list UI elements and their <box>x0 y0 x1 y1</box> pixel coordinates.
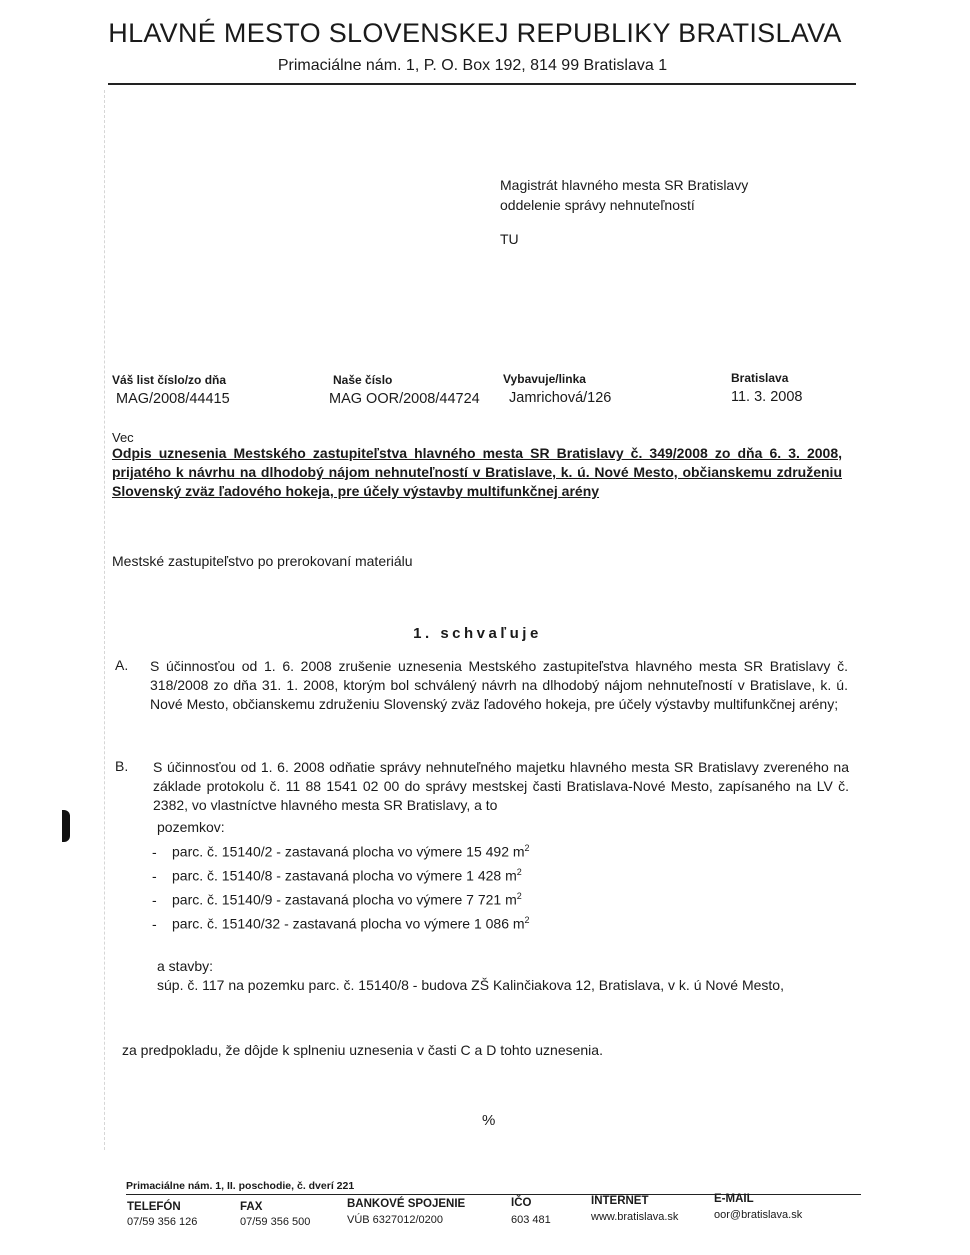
recipient-block <box>500 175 748 215</box>
bullet: - <box>152 891 157 908</box>
footer-fax-label: FAX <box>240 1201 263 1213</box>
bullet: - <box>152 867 157 884</box>
header-divider <box>108 83 856 85</box>
parcel-text: parc. č. 15140/2 - zastavaná plocha vo výmere 15 492 m <box>172 843 525 860</box>
continuation-mark: % <box>482 1112 496 1129</box>
item-b-text: S účinnosťou od 1. 6. 2008 odňatie správy nehnuteľného majetku hlavného mesta SR Bratislavy zvereného na základe protokolu č. 11 88 1541 02 00 do správy mestskej časti Bratislava-Nové Mesto, zapísaného na LV č. 2382, vo vlastníctve hlavného mesta SR Bratislavy, a to <box>153 759 849 813</box>
your-ref-value: MAG/2008/44415 <box>116 391 230 407</box>
item-b-label: B. <box>115 758 129 774</box>
section-heading: 1. schvaľuje <box>413 625 542 642</box>
area-unit-exponent: 2 <box>516 867 522 877</box>
our-ref-value: MAG OOR/2008/44724 <box>329 391 480 407</box>
footer-internet-label: INTERNET <box>591 1195 649 1207</box>
parcel-item <box>152 843 530 867</box>
pozemkov-label: pozemkov: <box>157 819 225 835</box>
parcel-item <box>152 867 530 891</box>
letterhead-address: Primaciálne nám. 1, P. O. Box 192, 814 99 Bratislava 1 <box>277 57 668 74</box>
footer-email-label: E-MAIL <box>714 1193 754 1205</box>
footer-fax-value: 07/59 356 500 <box>240 1216 311 1228</box>
footer-bank-label: BANKOVÉ SPOJENIE <box>347 1198 466 1210</box>
handler-value: Jamrichová/126 <box>509 390 612 406</box>
parcel-text: parc. č. 15140/32 - zastavaná plocha vo výmere 1 086 m <box>172 915 525 932</box>
letterhead-title: HLAVNÉ MESTO SLOVENSKEJ REPUBLIKY BRATISLAVA <box>108 18 842 48</box>
recipient-location: TU <box>500 231 519 247</box>
area-unit-exponent: 2 <box>516 891 522 901</box>
bullet: - <box>152 843 157 860</box>
footer-ico-label: IČO <box>511 1197 532 1209</box>
handler-label: Vybavuje/linka <box>503 372 586 386</box>
margin-mark <box>62 810 70 842</box>
area-unit-exponent: 2 <box>524 843 530 853</box>
subject-label: Vec <box>112 430 134 445</box>
parcel-item <box>152 915 530 939</box>
recipient-line-1: Magistrát hlavného mesta SR Bratislavy <box>500 177 749 193</box>
place-label: Bratislava <box>731 371 789 385</box>
bullet: - <box>152 915 157 932</box>
item-a-label: A. <box>115 657 129 673</box>
parcel-item <box>152 891 530 915</box>
parcel-text: parc. č. 15140/8 - zastavaná plocha vo výmere 1 428 m <box>172 867 517 884</box>
parcel-list <box>152 843 530 939</box>
condition-text: za predpokladu, že dôjde k splneniu uznesenia v časti C a D tohto uznesenia. <box>122 1042 603 1058</box>
subject-text: Odpis uznesenia Mestského zastupiteľstva hlavného mesta SR Bratislavy č. 349/2008 zo dňa 6. 3. 2008, prijatého k návrhu na dlhodobý nájom nehnuteľností v Bratislave, k. ú. Nové Mesto, občianskemu združeniu Slovenský zväz ľadového hokeja, pre účely výstavby multifunkčnej arény <box>112 445 842 499</box>
item-a-text: S účinnosťou od 1. 6. 2008 zrušenie uznesenia Mestského zastupiteľstva hlavného mesta SR Bratislavy č. 318/2008 zo dňa 31. 1. 2008, ktorým bol schválený návrh na dlhodobý nájom nehnuteľností v Bratislave, k. ú. Nové Mesto, občianskemu združeniu Slovenský zväz ľadového hokeja, pre účely výstavby multifunkčnej arény; <box>150 658 848 712</box>
footer-address: Primaciálne nám. 1, II. poschodie, č. dverí 221 <box>126 1180 355 1192</box>
buildings-label: a stavby: <box>157 958 214 974</box>
recipient-line-2: oddelenie správy nehnuteľností <box>500 197 695 213</box>
area-unit-exponent: 2 <box>524 915 530 925</box>
footer-phone-value: 07/59 356 126 <box>127 1216 198 1228</box>
footer-phone-label: TELEFÓN <box>127 1201 181 1213</box>
footer-bank-value: VÚB 6327012/0200 <box>347 1214 444 1226</box>
footer-ico-value: 603 481 <box>511 1214 551 1226</box>
footer-email-link[interactable]: oor@bratislava.sk <box>714 1209 803 1221</box>
date-value: 11. 3. 2008 <box>731 389 803 405</box>
our-ref-label: Naše číslo <box>333 373 393 387</box>
footer-internet-link[interactable]: www.bratislava.sk <box>591 1211 679 1223</box>
your-ref-label: Váš list číslo/zo dňa <box>112 373 227 387</box>
left-margin-line <box>104 90 105 1150</box>
parcel-text: parc. č. 15140/9 - zastavaná plocha vo výmere 7 721 m <box>172 891 517 908</box>
buildings-text: súp. č. 117 na pozemku parc. č. 15140/8 - budova ZŠ Kalinčiakova 12, Bratislava, v k. ú Nové Mesto, <box>157 977 784 993</box>
intro-text: Mestské zastupiteľstvo po prerokovaní materiálu <box>112 553 413 569</box>
